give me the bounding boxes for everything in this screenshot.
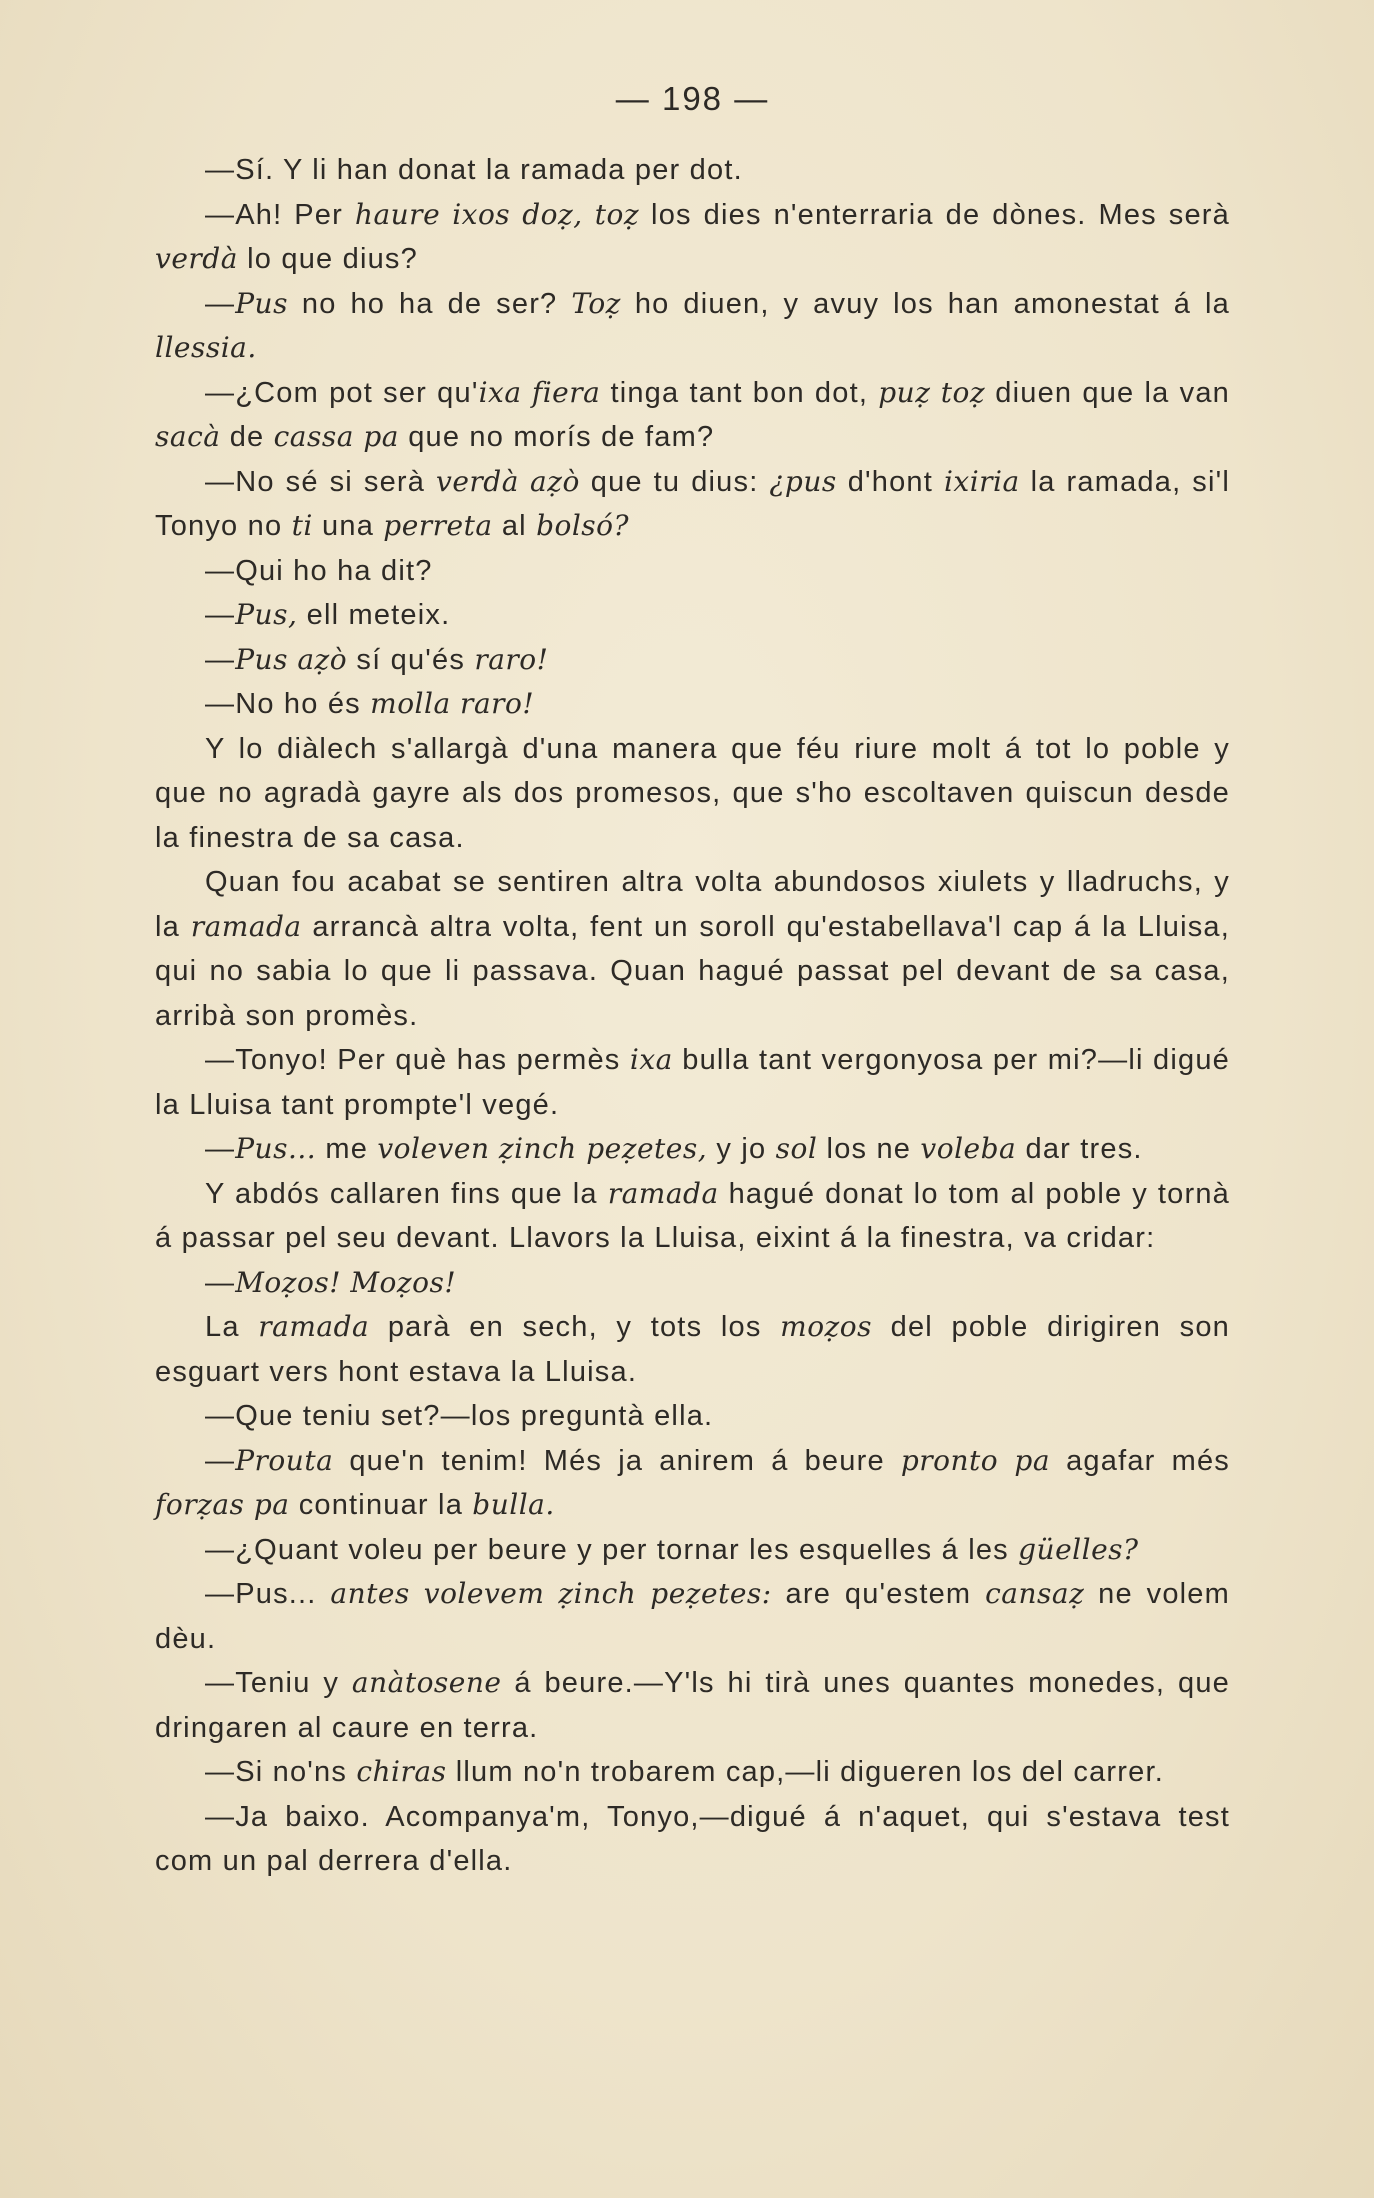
text-run: llum no'n trobarem cap,—li digueren los del carrer. <box>446 1756 1164 1788</box>
text-run: tinga tant bon dot, <box>600 376 879 409</box>
paragraph <box>155 1572 1230 1661</box>
paragraph <box>155 1795 1230 1884</box>
text-run: ne volem dèu. <box>155 1578 1230 1655</box>
text-run: —Pus... <box>205 1578 331 1610</box>
body-text <box>155 148 1230 1884</box>
text-run: arrancà altra volta, fent un soroll qu'estabellava'l cap á la Lluisa, qui no sabia lo que li passava. Quan hagué passat pel devant de sa casa, arribà son promès. <box>155 910 1230 1032</box>
italic-run: Pus aẓò <box>235 642 348 676</box>
text-run: lo que dius? <box>237 243 418 275</box>
text-run: continuar la <box>289 1489 473 1521</box>
text-run: — <box>205 1133 236 1165</box>
text-run: al <box>492 510 537 542</box>
italic-run: haure ixos doẓ, toẓ <box>354 197 640 231</box>
paragraph <box>155 460 1230 549</box>
italic-run: raro! <box>474 642 549 676</box>
italic-run: cansaẓ <box>985 1577 1085 1610</box>
text-run: sí qu'és <box>347 643 475 676</box>
text-run: —Sí. Y li han donat la ramada per dot. <box>205 154 743 186</box>
paragraph <box>155 1038 1230 1127</box>
italic-run: Pus <box>235 286 288 320</box>
text-run: á beure.—Y'ls hi tirà unes quantes monedes, que dringaren al caure en terra. <box>155 1667 1231 1744</box>
italic-run: llessia. <box>155 331 257 364</box>
text-run: la ramada, si'l Tonyo no <box>155 465 1230 542</box>
text-run: y jo <box>707 1133 776 1165</box>
text-run: me <box>316 1133 378 1165</box>
italic-run: Pus, <box>235 598 298 631</box>
paragraph <box>155 593 1230 638</box>
paragraph <box>155 1305 1230 1394</box>
italic-run: ixa <box>629 1043 673 1076</box>
text-run: del poble dirigiren son esguart vers hont estava la Lluisa. <box>155 1311 1230 1388</box>
italic-run: cassa pa <box>273 420 399 453</box>
italic-run: pronto pa <box>900 1443 1051 1477</box>
text-run: Y lo diàlech s'allargà d'una manera que féu riure molt á tot lo poble y que no agradà gayre als dos promesos, que s'ho escoltaven quiscun desde la finestra de sa casa. <box>155 732 1230 854</box>
italic-run: ramada <box>607 1176 719 1210</box>
text-run: los dies n'enterraria de dònes. Mes serà <box>639 198 1230 231</box>
text-run: no ho ha de ser? <box>287 287 572 320</box>
italic-run: anàtosene <box>351 1666 502 1699</box>
italic-run: Moẓos! Moẓos! <box>235 1265 457 1299</box>
italic-run: voleven ẓinch peẓetes, <box>377 1132 708 1165</box>
text-run: — <box>205 643 236 676</box>
italic-run: Toẓ <box>571 286 621 320</box>
paragraph <box>155 1172 1230 1261</box>
text-run: —Que teniu set?—los preguntà ella. <box>205 1400 714 1432</box>
paragraph <box>155 1127 1230 1172</box>
text-run: — <box>205 287 236 320</box>
text-run: —Tonyo! Per què has permès <box>205 1044 630 1076</box>
page-number: — 198 — <box>615 80 770 117</box>
text-run: ho diuen, y avuy los han amonestat á la <box>620 287 1230 320</box>
italic-run: Prouta <box>235 1443 334 1477</box>
text-run: — <box>205 1444 236 1477</box>
text-run: una <box>312 510 384 542</box>
text-run: d'hont <box>836 465 944 498</box>
text-run: —Ah! Per <box>205 198 355 231</box>
italic-run: antes volevem ẓinch peẓetes: <box>330 1577 772 1610</box>
paragraph <box>155 148 1230 193</box>
paragraph <box>155 282 1230 371</box>
italic-run: moẓos <box>780 1310 873 1343</box>
italic-run: chiras <box>356 1755 447 1788</box>
paragraph <box>155 638 1230 683</box>
text-run: —Teniu y <box>205 1667 352 1699</box>
italic-run: verdà <box>155 242 238 275</box>
text-run: —Ja baixo. Acompanya'm, Tonyo,—digué á n'aquet, qui s'estava test com un pal derrera d'ella. <box>155 1800 1230 1877</box>
paragraph <box>155 1661 1230 1750</box>
text-run: are qu'estem <box>771 1578 986 1610</box>
italic-run: voleba <box>920 1132 1017 1165</box>
italic-run: ramada <box>258 1310 370 1343</box>
text-run: —¿Quant voleu per beure y per tornar les esquelles á les <box>205 1533 1019 1566</box>
italic-run: forẓas pa <box>155 1488 290 1521</box>
text-run: bulla tant vergonyosa per mi?—li digué la Lluisa tant prompte'l vegé. <box>155 1044 1230 1121</box>
italic-run: bolsó? <box>536 509 630 542</box>
italic-run: ixa fiera <box>478 375 601 409</box>
paragraph <box>155 1750 1230 1795</box>
text-run: —No ho és <box>205 688 371 720</box>
italic-run: perreta <box>383 509 493 542</box>
italic-run: sacà <box>155 420 221 453</box>
paragraph <box>155 371 1230 460</box>
text-run: —Qui ho ha dit? <box>205 554 433 587</box>
text-run: agafar més <box>1050 1444 1230 1477</box>
paragraph <box>155 860 1230 1038</box>
italic-run: güelles? <box>1018 1532 1139 1566</box>
text-run: hagué donat lo tom al poble y tornà á passar pel seu devant. Llavors la Lluisa, eixint á la finestra, va cridar: <box>155 1177 1230 1254</box>
text-run: —No sé si serà <box>205 465 437 498</box>
text-run: que'n tenim! Més ja anirem á beure <box>333 1444 901 1477</box>
paragraph <box>155 1439 1230 1528</box>
italic-run: ramada <box>190 909 302 943</box>
paragraph <box>155 1261 1230 1306</box>
paragraph <box>155 193 1230 282</box>
paragraph <box>155 1394 1230 1439</box>
italic-run: ti <box>291 509 313 542</box>
text-run: ell meteix. <box>297 599 451 631</box>
italic-run: sol <box>775 1132 818 1165</box>
italic-run: bulla. <box>472 1488 555 1521</box>
paragraph <box>155 1528 1230 1573</box>
text-run: —¿Com pot ser qu' <box>205 376 479 409</box>
text-run: La <box>205 1311 259 1343</box>
italic-run: ixiria <box>943 464 1020 498</box>
italic-run: ¿pus <box>769 464 837 498</box>
text-run: que tu dius: <box>579 465 770 498</box>
text-run: Quan fou acabat se sentiren altra volta abundosos xiulets y lladruchs, y la <box>155 866 1230 943</box>
text-run: — <box>205 1266 236 1299</box>
paragraph <box>155 549 1230 594</box>
italic-run: molla raro! <box>370 687 535 720</box>
text-run: que no morís de fam? <box>398 421 715 453</box>
text-run: los ne <box>817 1133 921 1165</box>
text-run: —Si no'ns <box>205 1756 357 1788</box>
paragraph <box>155 727 1230 861</box>
text-run: de <box>220 421 274 453</box>
italic-run: Pus... <box>235 1132 317 1165</box>
text-run: parà en sech, y tots los <box>369 1311 781 1343</box>
text-run: — <box>205 599 236 631</box>
text-run: Y abdós callaren fins que la <box>205 1177 608 1210</box>
italic-run: verdà aẓò <box>436 464 580 498</box>
text-run: dar tres. <box>1016 1133 1143 1165</box>
italic-run: puẓ toẓ <box>878 375 986 409</box>
text-run: diuen que la van <box>985 376 1230 409</box>
book-page <box>155 70 1230 1884</box>
paragraph <box>155 682 1230 727</box>
